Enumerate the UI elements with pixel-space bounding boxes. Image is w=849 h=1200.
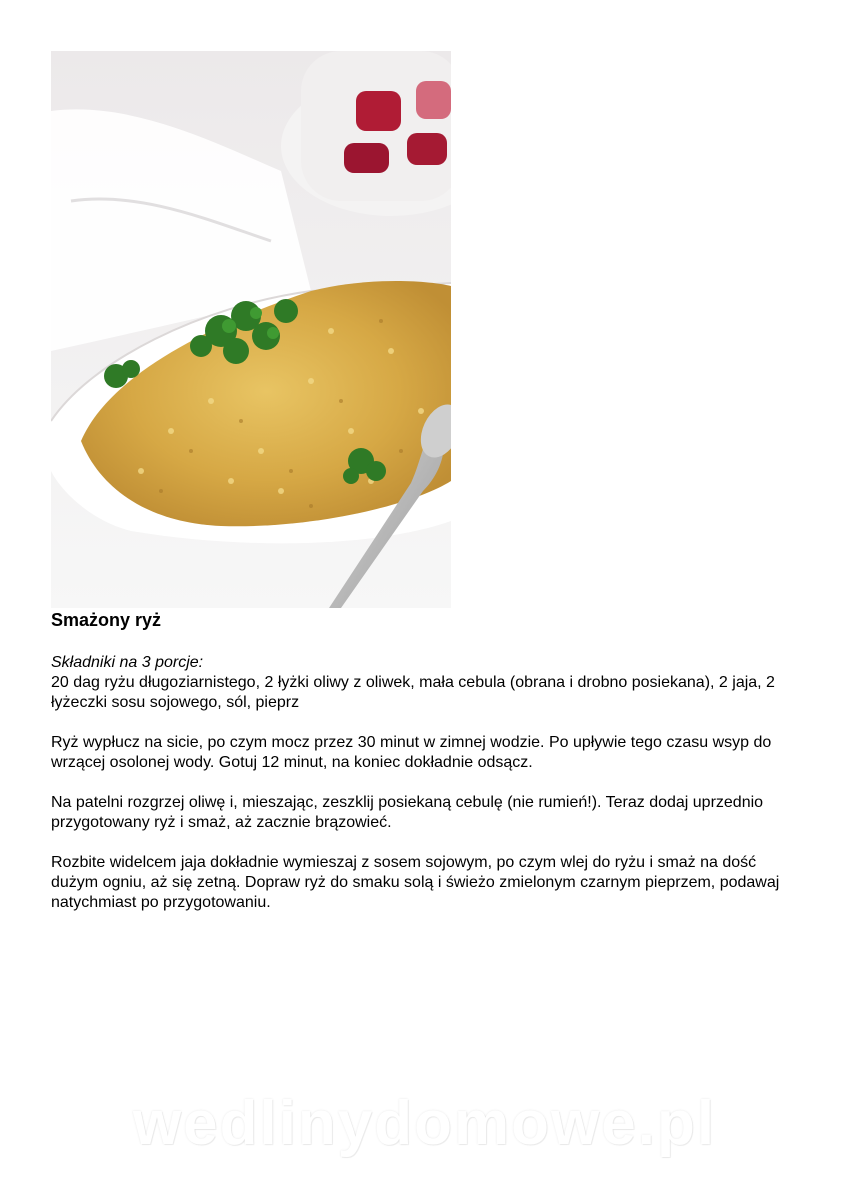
watermark: wedlinydomowe.pl [132, 1089, 717, 1158]
recipe-body [51, 653, 796, 933]
recipe-title: Smażony ryż [51, 610, 162, 630]
ingredients-heading: Składniki na 3 porcje: [51, 654, 204, 671]
step-paragraph: Na patelni rozgrzej oliwę i, mieszając, zeszklij posiekaną cebulę (nie rumień!). Teraz dodaj uprzednio przygotowany ryż i smaż, aż zacznie brązowieć. [51, 794, 764, 831]
ingredients-list: 20 dag ryżu długoziarnistego, 2 łyżki oliwy z oliwek, mała cebula (obrana i drobno posiekana), 2 jaja, 2 łyżeczki sosu sojowego, sól, pieprz [51, 674, 775, 711]
fried-rice-photo [51, 51, 451, 608]
step-paragraph: Ryż wypłucz na sicie, po czym mocz przez 30 minut w zimnej wodzie. Po upływie tego czasu wsyp do wrzącej osolonej wody. Gotuj 12 minut, na koniec dokładnie odsącz. [51, 734, 772, 771]
step-paragraph: Rozbite widelcem jaja dokładnie wymieszaj z sosem sojowym, po czym wlej do ryżu i smaż na dość dużym ogniu, aż się zetną. Dopraw ryż do smaku solą i świeżo zmielonym czarnym pieprzem, podawaj natychmiast po przygotowaniu. [51, 854, 780, 911]
ingredients-paragraph [51, 653, 796, 713]
fried-rice-illustration [51, 51, 451, 608]
